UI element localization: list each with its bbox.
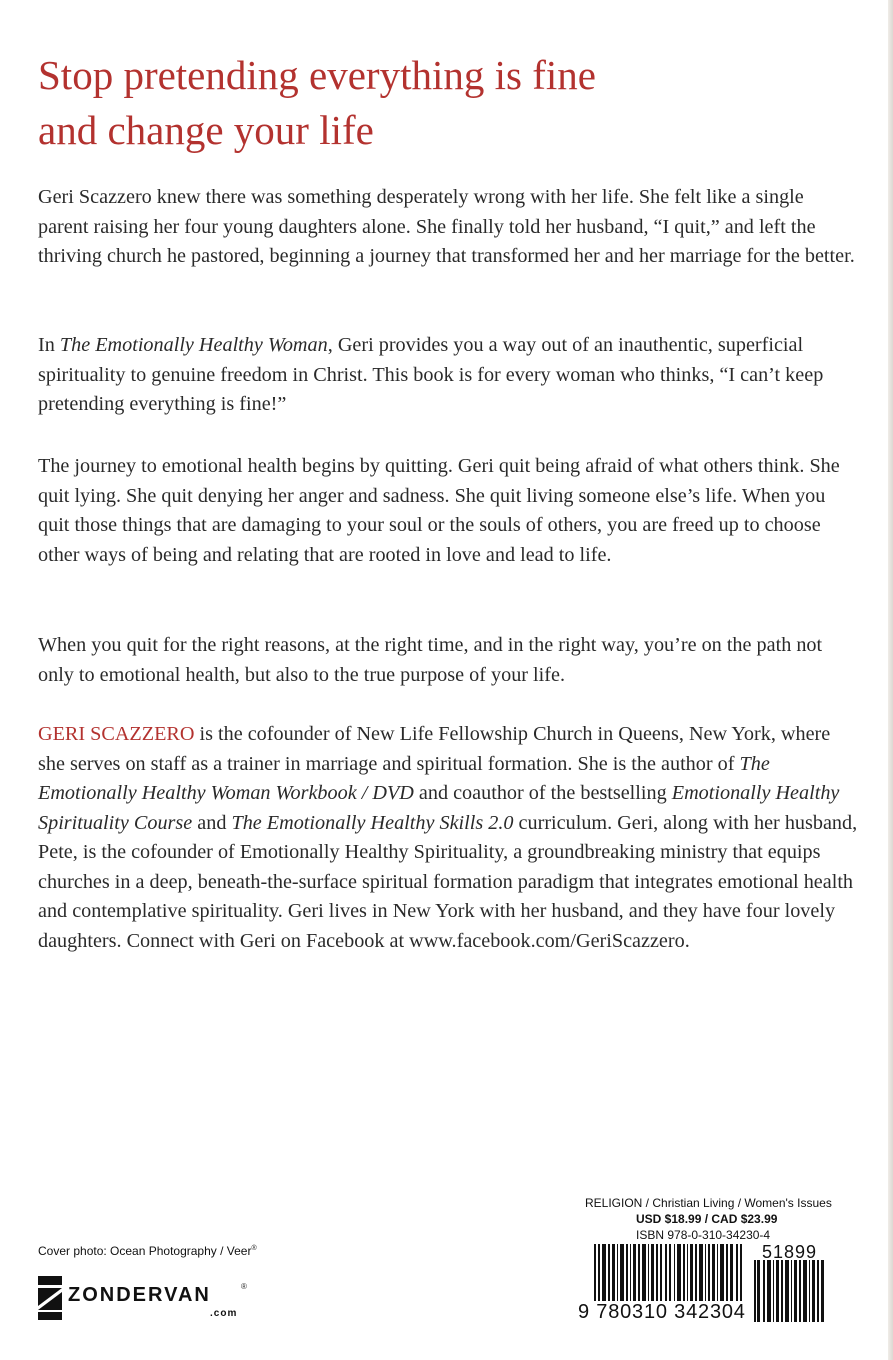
book-title: The Emotionally Healthy Woman — [59, 334, 328, 356]
paragraph-intro: Geri Scazzero knew there was something desperately wrong with her life. She felt like a single parent raising her four young daughters alone. She finally told her husband, “I quit,” and left the thriving church he pastored, beginning a journey that transformed her and her marriage for the better. — [38, 186, 855, 267]
bio-text-2: and coauthor of the bestselling — [413, 782, 672, 804]
zondervan-logo-icon — [38, 1276, 62, 1320]
cover-credit-text: Cover photo: Ocean Photography / Veer — [38, 1244, 252, 1258]
barcode-digits: 9 780310 342304 — [578, 1301, 746, 1323]
price-addon-barcode — [754, 1260, 826, 1322]
bio-text-4: curriculum. Geri, along with her husband, Pete, is the cofounder of Emotionally Healthy Spirituality, a groundbreaking ministry that equips churches in a deep, beneath-the-surface spiritual formation paradigm that integrates emotional health and contemplative spirituality. Geri lives in New York with her husband, and they have four lovely daughters. Connect with Geri on Facebook at www.facebook.com/GeriScazzero. — [38, 811, 858, 952]
price-label: USD $18.99 / CAD $23.99 — [636, 1212, 778, 1226]
headline-line-1: Stop pretending everything is fine — [38, 52, 596, 98]
author-bio — [38, 720, 858, 956]
addon-digits: 51899 — [762, 1242, 818, 1262]
cover-photo-credit — [38, 1244, 257, 1258]
author-name: GERI SCAZZERO — [38, 723, 195, 745]
bio-title-skills: The Emotionally Healthy Skills 2.0 — [231, 811, 514, 834]
paragraph-journey: The journey to emotional health begins by quitting. Geri quit being afraid of what others think. She quit lying. She quit denying her anger and sadness. She quit living someone else’s life. When you quit those things that are damaging to your soul or the souls of others, you are freed up to choose other ways of being and relating that are rooted in love and lead to life. — [38, 455, 840, 566]
bio-title-course: Emotionally Healthy Spirituality Course — [38, 782, 840, 834]
bio-title-workbook: The Emotionally Healthy Woman Workbook / DVD — [38, 752, 770, 804]
bio-text-3: and — [192, 811, 232, 834]
paragraph-book-start: In — [38, 334, 60, 356]
headline-line-2: and change your life — [38, 107, 374, 153]
paragraph-book — [38, 331, 858, 420]
page-edge — [888, 0, 893, 1360]
paragraph-book-rest: , Geri provides you a way out of an inauthentic, superficial spirituality to genuine freedom in Christ. This book is for every woman who thinks, “I can’t keep pretending everything is fine!” — [38, 334, 824, 415]
publisher-logo — [38, 1276, 268, 1326]
headline — [38, 48, 858, 158]
isbn-label: ISBN 978-0-310-34230-4 — [636, 1228, 771, 1242]
publisher-name: ZONDERVAN — [68, 1284, 211, 1306]
category-label: RELIGION / Christian Living / Women's Issues — [585, 1196, 832, 1210]
publisher-domain: .com — [210, 1308, 238, 1319]
bio-text-1: is the cofounder of New Life Fellowship Church in Queens, New York, where she serves on staff as a trainer in marriage and spiritual formation. She is the author of — [38, 723, 831, 775]
publisher-registered-mark: ® — [241, 1282, 247, 1291]
registered-mark: ® — [251, 1245, 257, 1252]
paragraph-quit: When you quit for the right reasons, at the right time, and in the right way, you’re on the path not only to emotional health, but also to the true purpose of your life. — [38, 634, 823, 686]
